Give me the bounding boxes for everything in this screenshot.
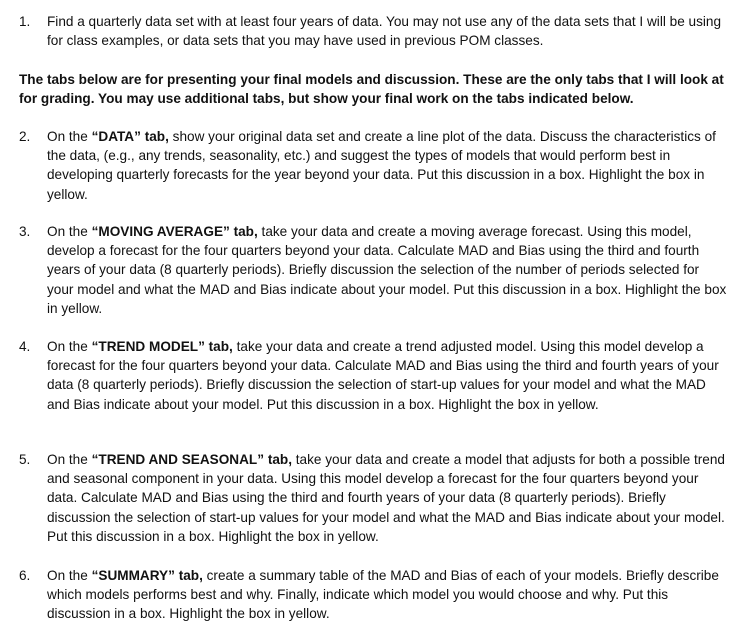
- tab-name-trend-and-seasonal: “TREND AND SEASONAL” tab,: [91, 452, 292, 467]
- item-body: show your original data set and create a line plot of the data. Discuss the characteristics of the data, (e.g., any trends, seasonality, etc.) and suggest the types of models that would perform best in developing quarterly forecasts for the year beyond your data. Put this discussion in a box. Highlight the box in yellow.: [47, 129, 716, 202]
- item-prefix: On the: [47, 224, 92, 239]
- item-text: [47, 222, 727, 318]
- tab-name-summary: “SUMMARY” tab,: [91, 568, 203, 583]
- item-text: [47, 127, 727, 204]
- item-prefix: On the: [47, 452, 92, 467]
- item-prefix: On the: [47, 339, 92, 354]
- item-body: create a summary table of the MAD and Bias of each of your models. Briefly describe which models performs best and why. Finally, indicate which model you would choose and why. Put this discussion in a box. Highlight the box in yellow.: [47, 568, 719, 622]
- item-number: 4.: [19, 339, 31, 354]
- item-number: 2.: [19, 129, 31, 144]
- item-number: 1.: [19, 14, 31, 29]
- item-text: [47, 450, 727, 546]
- intro-paragraph: The tabs below are for presenting your final models and discussion. These are the only tabs that I will look at for grading. You may use additional tabs, but show your final work on the tabs indicated below.: [19, 72, 724, 107]
- item-body: take your data and create a moving average forecast. Using this model, develop a forecast for the four quarters beyond your data. Calculate MAD and Bias using the third and fourth years of your data (8 quarterly periods). Briefly discussion the selection of the number of periods selected for your model and what the MAD and Bias indicate about your model. Put this discussion in a box. Highlight the box in yellow.: [47, 224, 727, 316]
- item-text: [47, 337, 727, 414]
- item-number: 3.: [19, 224, 31, 239]
- item-text: [47, 566, 727, 624]
- item-number: 5.: [19, 452, 31, 467]
- tab-name-moving-average: “MOVING AVERAGE” tab,: [91, 224, 258, 239]
- item-number: 6.: [19, 568, 31, 583]
- item-prefix: On the: [47, 129, 92, 144]
- item-text: Find a quarterly data set with at least four years of data. You may not use any of the data sets that I will be using for class examples, or data sets that you may have used in previous POM classes.: [47, 14, 722, 49]
- tab-name-data: “DATA” tab,: [91, 129, 169, 144]
- item-body: take your data and create a model that adjusts for both a possible trend and seasonal component in your data. Using this model develop a forecast for the four quarters beyond your data. Calculate MAD and Bias using the third and fourth years of your data (8 quarterly periods). Briefly discussion the selection of start-up values for your model and what the MAD and Bias indicate about your model. Put this discussion in a box. Highlight the box in yellow.: [47, 452, 725, 544]
- tab-name-trend-model: “TREND MODEL” tab,: [91, 339, 233, 354]
- item-body: take your data and create a trend adjusted model. Using this model develop a forecast for the four quarters beyond your data. Calculate MAD and Bias using the third and fourth years of your data (8 quarterly periods). Briefly discussion the selection of start-up values for your model and what the MAD and Bias indicate about your model. Put this discussion in a box. Highlight the box in yellow.: [47, 339, 719, 412]
- item-prefix: On the: [47, 568, 92, 583]
